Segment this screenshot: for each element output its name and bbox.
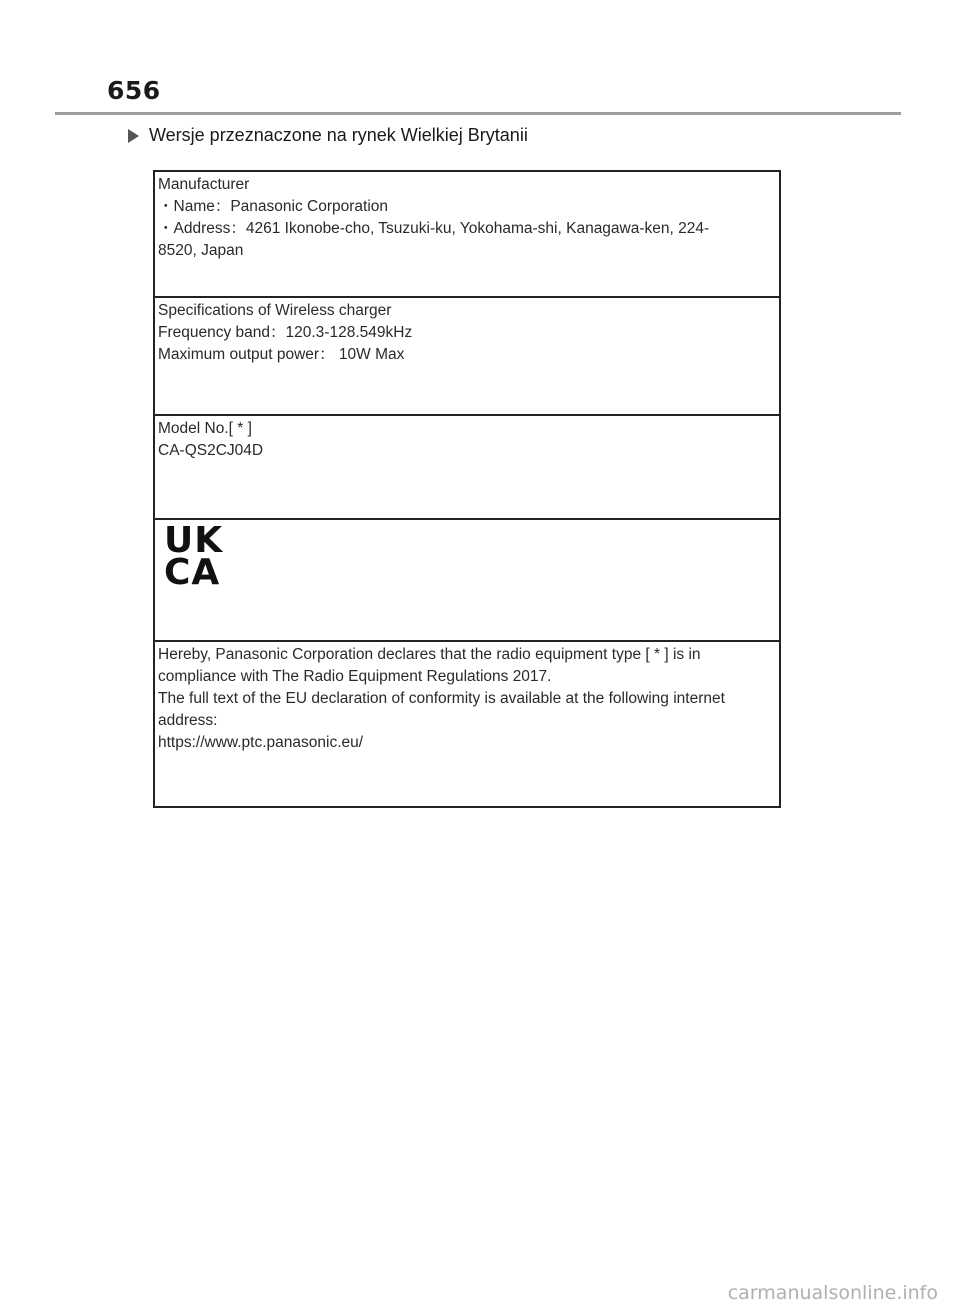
section-heading bbox=[128, 125, 528, 146]
specifications-cell bbox=[155, 298, 779, 416]
manufacturer-name: ・Name：Panasonic Corporation bbox=[158, 198, 389, 215]
triangle-bullet-icon bbox=[128, 129, 139, 143]
manufacturer-address-line1: ・Address：4261 Ikonobe-cho, Tsuzuki-ku, Yokohama-shi, Kanagawa-ken, 224- bbox=[158, 220, 710, 237]
model-cell bbox=[155, 416, 779, 520]
ukca-mark-line2: CA bbox=[164, 552, 221, 593]
regulatory-label bbox=[153, 170, 781, 808]
ukca-mark bbox=[164, 520, 224, 593]
declaration-cell bbox=[155, 642, 779, 806]
model-number: CA-QS2CJ04D bbox=[158, 442, 264, 459]
manufacturer-address-line2: 8520, Japan bbox=[158, 242, 244, 259]
declaration-availability: The full text of the EU declaration of conformity is available at the following internet address: bbox=[158, 690, 725, 729]
specifications-title: Specifications of Wireless charger bbox=[158, 302, 392, 319]
frequency-band: Frequency band：120.3-128.549kHz bbox=[158, 324, 413, 341]
ukca-cell bbox=[155, 520, 779, 642]
declaration-url: https://www.ptc.panasonic.eu/ bbox=[158, 734, 364, 751]
manufacturer-cell bbox=[155, 172, 779, 298]
footer-watermark: carmanualsonline.info bbox=[727, 1282, 938, 1304]
maximum-output-power: Maximum output power： 10W Max bbox=[158, 346, 405, 363]
declaration-statement: Hereby, Panasonic Corporation declares that the radio equipment type [ * ] is in compliance with The Radio Equipment Regulations 2017. bbox=[158, 646, 701, 685]
header-divider bbox=[55, 112, 901, 115]
model-title: Model No.[ * ] bbox=[158, 420, 252, 437]
page-number: 656 bbox=[107, 76, 161, 105]
ukca-mark-line1: UK bbox=[164, 520, 224, 561]
section-heading-text: Wersje przeznaczone na rynek Wielkiej Brytanii bbox=[149, 125, 528, 145]
manufacturer-title: Manufacturer bbox=[158, 176, 250, 193]
